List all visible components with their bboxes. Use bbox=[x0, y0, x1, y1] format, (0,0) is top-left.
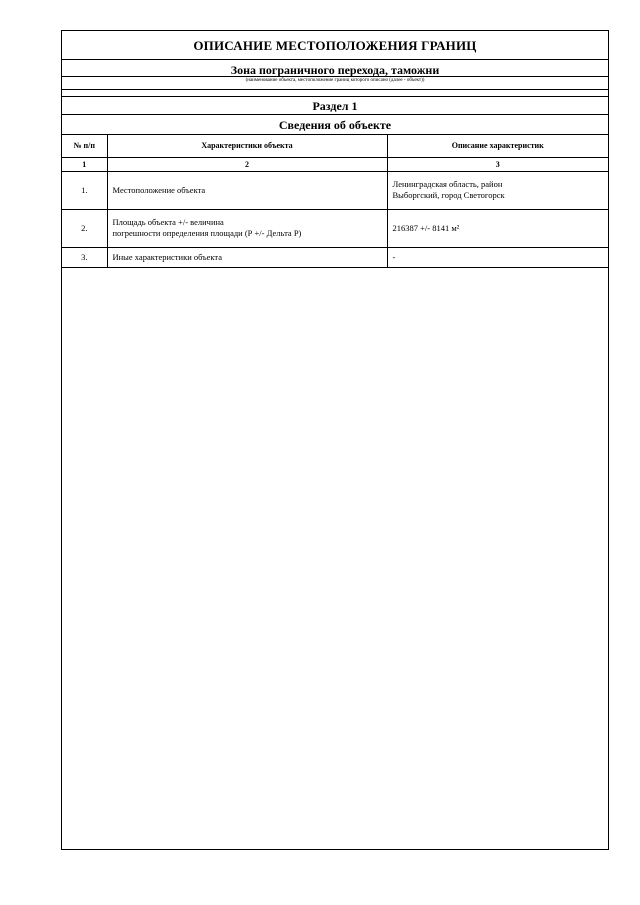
table-row bbox=[62, 171, 608, 209]
document-page bbox=[61, 30, 609, 850]
table-row bbox=[62, 247, 608, 267]
object-info-table bbox=[62, 135, 608, 268]
header-description: Описание характеристик bbox=[387, 135, 608, 157]
column-number-3: 3 bbox=[387, 157, 608, 171]
document-title: ОПИСАНИЕ МЕСТОПОЛОЖЕНИЯ ГРАНИЦ bbox=[62, 31, 608, 60]
header-characteristic: Характеристики объекта bbox=[107, 135, 387, 157]
row-characteristic bbox=[107, 247, 387, 267]
characteristic-line: Площадь объекта +/- величина bbox=[112, 217, 224, 227]
row-number: 1. bbox=[62, 171, 107, 209]
object-name-note bbox=[62, 76, 608, 90]
description-line: Выборгский, город Светогорск bbox=[392, 190, 505, 200]
object-name-note-text: (наименование объекта, местоположение границ которого описано (далее - объект)) bbox=[245, 78, 425, 83]
characteristic-line: Иные характеристики объекта bbox=[112, 251, 223, 262]
column-number-2: 2 bbox=[107, 157, 387, 171]
section-title: Сведения об объекте bbox=[62, 115, 608, 135]
table-row bbox=[62, 209, 608, 247]
row-characteristic bbox=[107, 209, 387, 247]
table-header-row bbox=[62, 135, 608, 157]
description-line: Ленинградская область, район bbox=[392, 179, 503, 189]
object-name-underline bbox=[62, 76, 608, 77]
row-description bbox=[387, 247, 608, 267]
header-number: № п/п bbox=[62, 135, 107, 157]
row-number: 3. bbox=[62, 247, 107, 267]
section-heading: Раздел 1 bbox=[62, 96, 608, 115]
object-name: Зона пограничного перехода, таможни bbox=[230, 63, 440, 77]
row-description bbox=[387, 171, 608, 209]
row-number: 2. bbox=[62, 209, 107, 247]
characteristic-line: погрешности определения площади (Р +/- Дельта Р) bbox=[112, 228, 302, 238]
characteristic-line: Местоположение объекта bbox=[112, 184, 206, 195]
column-number-row bbox=[62, 157, 608, 171]
description-line: - bbox=[392, 251, 396, 262]
row-characteristic bbox=[107, 171, 387, 209]
row-description bbox=[387, 209, 608, 247]
description-line: 216387 +/- 8141 м² bbox=[392, 222, 460, 233]
column-number-1: 1 bbox=[62, 157, 107, 171]
